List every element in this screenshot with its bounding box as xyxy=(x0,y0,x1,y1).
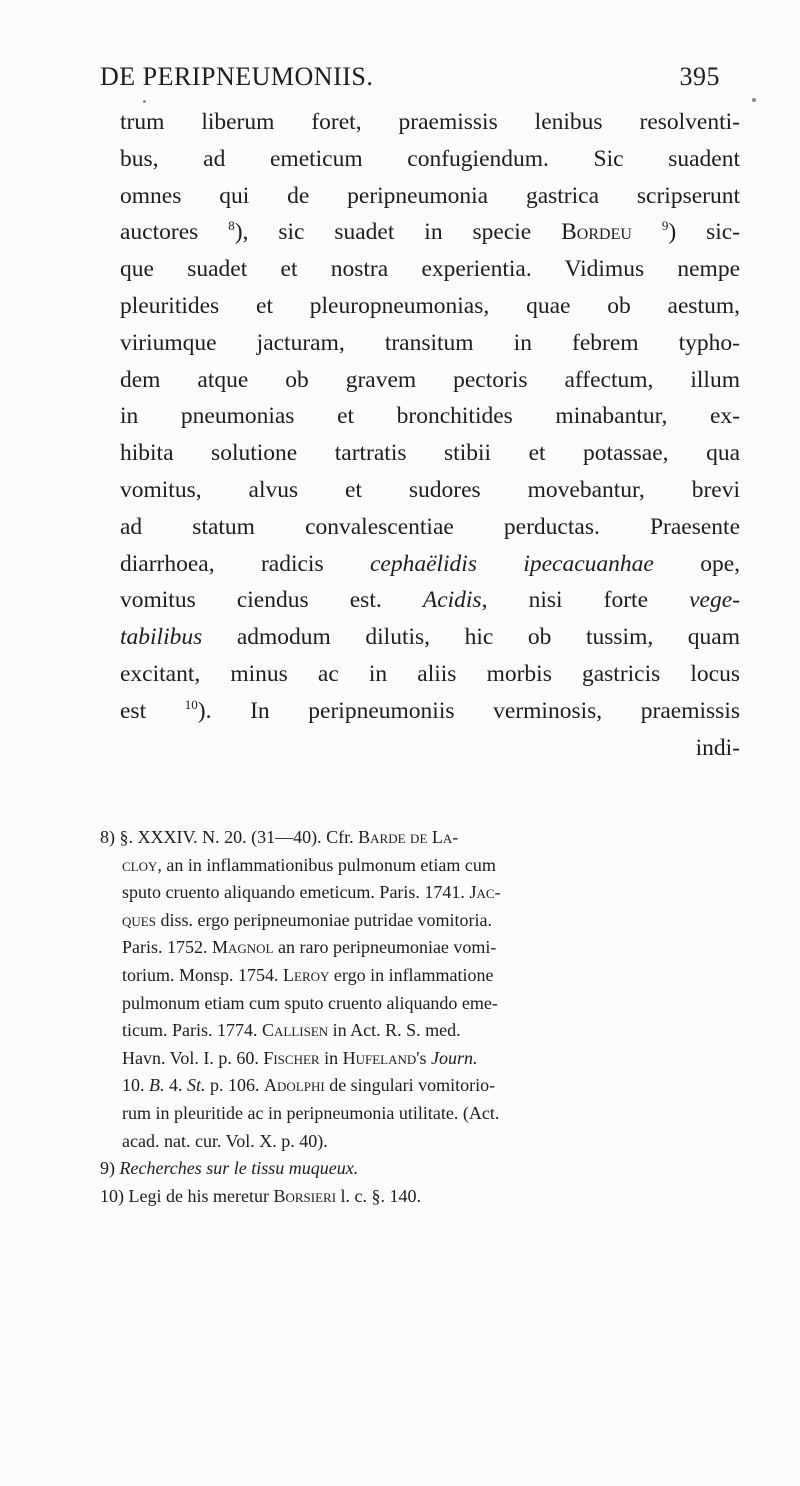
author-name: Bordeu xyxy=(561,219,632,246)
running-title: DE PERIPNEUMONIIS. xyxy=(100,62,374,91)
footnote-line: acad. nat. cur. Vol. X. p. 40). xyxy=(122,1130,328,1151)
text-line: est $^{10}$). In peripneumoniis verminosis, praemissis xyxy=(120,696,740,724)
footnote-line: 10) Legi de his meretur Borsieri l. c. §. 140. xyxy=(100,1185,422,1206)
footnote-line: 9) Recherches sur le tissu muqueux. xyxy=(100,1158,359,1179)
text-line: pleuritides et pleuropneumonias, quae ob aestum, xyxy=(120,292,740,319)
text-line: bus, ad emeticum confugiendum. Sic suadent xyxy=(120,145,740,172)
italic-term: tabilibus xyxy=(120,624,203,651)
footnote-line: Havn. Vol. I. p. 60. Fischer in Hufeland's Journ. xyxy=(122,1047,478,1068)
text-line: vomitus ciendus est. Acidis, nisi forte vege- xyxy=(120,587,740,614)
ink-speck xyxy=(143,100,146,103)
footnote-line: Paris. 1752. Magnol an raro peripneumoniae vomi- xyxy=(122,937,497,958)
text-line: viriumque jacturam, transitum in febrem typho- xyxy=(120,329,740,356)
text-line: omnes qui de peripneumonia gastrica scripserunt xyxy=(120,182,740,209)
footnote-line: sputo cruento aliquando emeticum. Paris. 1741. Jac- xyxy=(122,882,501,903)
text-line: ad statum convalescentiae perductas. Praesente xyxy=(120,513,740,540)
text-line: hibita solutione tartratis stibii et potassae, qua xyxy=(120,440,740,467)
footnote-ref: 8 xyxy=(228,218,235,234)
text-line: trum liberum foret, praemissis lenibus resolventi- xyxy=(120,109,740,135)
page-number: 395 xyxy=(679,62,720,91)
text-line: in pneumonias et bronchitides minabantur, ex- xyxy=(120,403,740,430)
text-line: tabilibus admodum dilutis, hic ob tussim, quam xyxy=(120,624,740,651)
footnote-line: ticum. Paris. 1774. Callisen in Act. R. S. med. xyxy=(122,1020,461,1041)
catchword: indi- xyxy=(695,734,740,761)
ink-speck xyxy=(752,98,756,102)
footnote-ref: 10 xyxy=(184,696,198,712)
text-line: auctores $^8$), sic suadet in specie Bordeu $^9$) sic- xyxy=(120,218,741,246)
text-line: excitant, minus ac in aliis morbis gastricis locus xyxy=(120,660,740,687)
running-head xyxy=(100,62,720,98)
footnote-line: cloy, an in inflammationibus pulmonum etiam cum xyxy=(122,854,496,875)
italic-term: cephaëlidis ipecacuanhae xyxy=(369,550,654,577)
footnote-line: 8) §. XXXIV. N. 20. (31—40). Cfr. Barde de La- xyxy=(100,827,459,847)
text-line: diarrhoea, radicis cephaëlidis ipecacuanhae ope, xyxy=(120,550,741,577)
italic-term: vege- xyxy=(689,587,740,614)
text-line: dem atque ob gravem pectoris affectum, illum xyxy=(120,366,740,393)
footnote-line: torium. Monsp. 1754. Leroy ergo in inflammatione xyxy=(122,964,494,985)
footnote-line: ques diss. ergo peripneumoniae putridae vomitoria. xyxy=(122,909,493,930)
footnote-line: 10. B. 4. St. p. 106. Adolphi de singulari vomitorio- xyxy=(122,1075,496,1096)
italic-term: Acidis xyxy=(422,587,482,614)
body-text xyxy=(120,104,740,766)
text-line: vomitus, alvus et sudores movebantur, brevi xyxy=(120,476,740,503)
text-line: que suadet et nostra experientia. Vidimus nempe xyxy=(120,256,740,283)
footnotes xyxy=(100,824,740,1210)
footnote-line: rum in pleuritide ac in peripneumonia utilitate. (Act. xyxy=(122,1102,500,1123)
footnote-line: pulmonum etiam cum sputo cruento aliquando eme- xyxy=(122,992,498,1013)
footnote-ref: 9 xyxy=(661,218,669,234)
